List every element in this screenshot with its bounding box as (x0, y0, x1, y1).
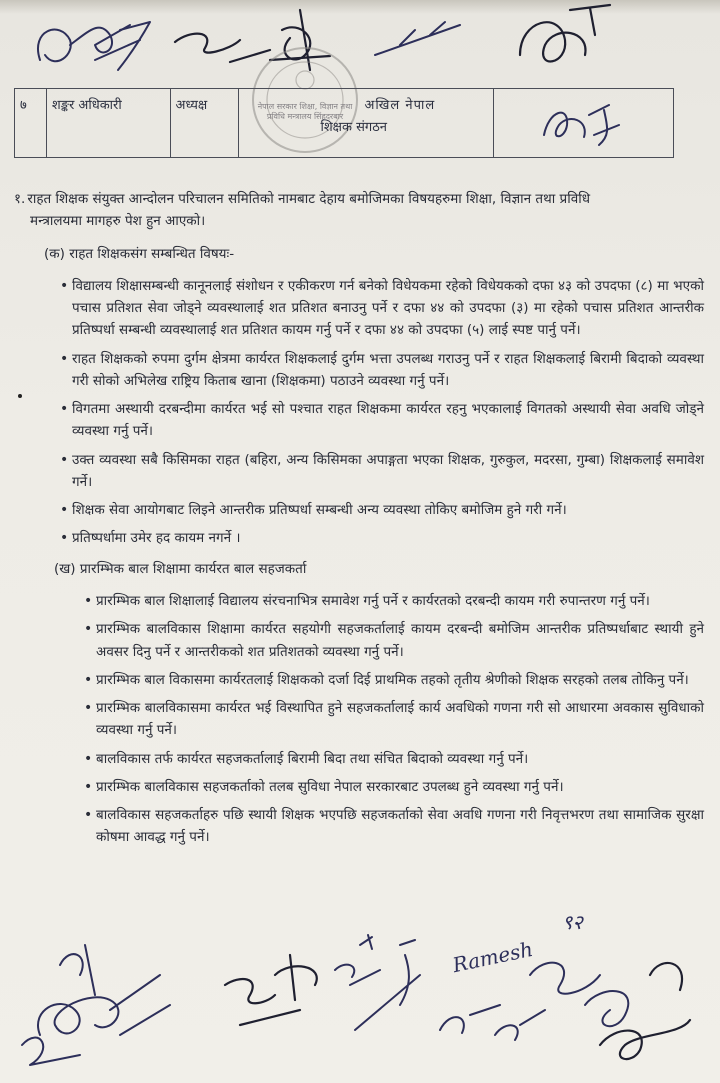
list-item: • विगतमा अस्थायी दरबन्दीमा कार्यरत भई सो पश्चात राहत शिक्षकमा कार्यरत रहनु भएकालाई विगतको अस्थायी सेवा अवधि जोड्ने व्यवस्था गर्नु पर्ने। (72, 398, 704, 443)
table-row (15, 89, 674, 158)
list-item: • प्रारम्भिक बालविकास शिक्षामा कार्यरत सहयोगी सहजकर्तालाई कायम दरबन्दी बमोजिम आन्तरीक प्रतिष्पर्धाबाट स्थायी हुने अवसर दिनु पर्ने र आन्तरीकको शत प्रतिशतको व्यवस्था गर्नु पर्ने। (96, 618, 704, 663)
list-item: • प्रारम्भिक बालविकासमा कार्यरत भई विस्थापित हुने सहजकर्तालाई कार्य अवधिको गणना गरी सो आधारमा अवकास सुविधाको व्यवस्था गर्नु पर्ने। (96, 697, 704, 742)
list-item: • प्रारम्भिक बाल शिक्षालाई विद्यालय संरचनाभित्र समावेश गर्नु पर्ने र कार्यरतको दरबन्दी कायम गरी रुपान्तरण गर्नु पर्ने। (96, 590, 704, 612)
list-item: • प्रारम्भिक बालविकास सहजकर्ताको तलब सुविधा नेपाल सरकारबाट उपलब्ध हुने व्यवस्था गर्नु पर्ने। (96, 776, 704, 798)
list-item: • उक्त व्यवस्था सबै किसिमका राहत (बहिरा, अन्य किसिमका अपाङ्गता भएका शिक्षक, गुरुकुल, मदरसा, गुम्बा) शिक्षकलाई समावेश गर्ने। (72, 449, 704, 494)
organization-line-1: अखिल नेपाल (364, 98, 436, 113)
members-table (14, 88, 674, 158)
list-item: • शिक्षक सेवा आयोगबाट लिइने आन्तरीक प्रतिष्पर्धा सम्बन्धी अन्य व्यवस्था तोकिए बमोजिम हुने गरी गर्ने। (72, 499, 704, 521)
serial-number-cell: ७ (15, 89, 47, 158)
document-body (14, 188, 704, 855)
section-b-list (14, 590, 704, 849)
list-item: • प्रारम्भिक बाल विकासमा कार्यरतलाई शिक्षकको दर्जा दिई प्राथमिक तहको तृतीय श्रेणीको शिक्षक सरहको तलब तोकिनु पर्ने। (96, 669, 704, 691)
section-a-heading: (क) राहत शिक्षकसंग सम्बन्धित विषयः- (44, 245, 235, 262)
organization-line-2: शिक्षक संगठन (320, 120, 387, 135)
list-item: • बालविकास सहजकर्ताहरु पछि स्थायी शिक्षक भएपछि सहजकर्ताको सेवा अवधि गणना गरी निवृत्तभरण तथा सामाजिक सुरक्षा कोषमा आवद्ध गर्नु पर्ने। (96, 804, 704, 849)
section-a (14, 243, 704, 550)
list-item: • प्रतिष्पर्धामा उमेर हद कायम नगर्ने । (72, 527, 704, 549)
section-a-list (14, 275, 704, 550)
intro-line-1: राहत शिक्षक संयुक्त आन्दोलन परिचालन समितिको नामबाट देहाय बमोजिमका विषयहरुमा शिक्षा, विज्ञान तथा प्रविधि (27, 191, 591, 207)
section-b (14, 558, 704, 849)
member-signature-cell (493, 89, 673, 158)
list-item: • बालविकास तर्फ कार्यरत सहजकर्तालाई बिरामी बिदा तथा संचित बिदाको व्यवस्था गर्नु पर्ने। (96, 748, 704, 770)
member-name-cell: शङ्कर अधिकारी (46, 89, 170, 158)
handwritten-page-mark: ९२ (562, 910, 583, 934)
list-item: • विद्यालय शिक्षासम्बन्धी कानूनलाई संशोधन र एकीकरण गर्न बनेको विधेयकमा रहेको विधेयकको दफा ४३ को उपदफा (८) मा भएको पचास प्रतिशत सेवा जोड्ने व्यवस्थालाई शत प्रतिशत बनाउनु पर्ने र दफा ४४ को उपदफा (३) मा रहेको पचास प्रतिशत आन्तरीक प्रतिष्पर्धा सम्बन्धी व्यवस्थालाई शत प्रतिशत कायम गर्नु पर्ने र दफा ४४ को उपदफा (५) लाई स्पष्ट पार्नु पर्ने। (72, 275, 704, 342)
member-signature (499, 95, 659, 151)
bottom-signatures (0, 915, 720, 1083)
intro-line-2: मन्त्रालयमा मागहरु पेश हुन आएको। (30, 213, 206, 230)
intro-paragraph (14, 188, 704, 233)
handwritten-signature-name: Ramesh (450, 936, 535, 978)
member-organization-cell (239, 89, 493, 158)
section-b-heading: (ख) प्रारम्भिक बाल शिक्षामा कार्यरत बाल सहजकर्ता (54, 560, 307, 577)
stamp-text: नेपाल सरकार शिक्षा, विज्ञान तथा प्रविधि मन्त्रालय सिंहदरबार (257, 102, 353, 121)
member-post-cell: अध्यक्ष (170, 89, 239, 158)
intro-number: १. (14, 191, 26, 207)
list-item: • राहत शिक्षकको रुपमा दुर्गम क्षेत्रमा कार्यरत शिक्षकलाई दुर्गम भत्ता उपलब्ध गराउनु पर्ने र राहत शिक्षकलाई बिरामी बिदाको व्यवस्था गरी सोको अभिलेख राष्ट्रिय किताब खाना (शिक्षकमा) पठाउने व्यवस्था गर्नु पर्ने। (72, 348, 704, 393)
